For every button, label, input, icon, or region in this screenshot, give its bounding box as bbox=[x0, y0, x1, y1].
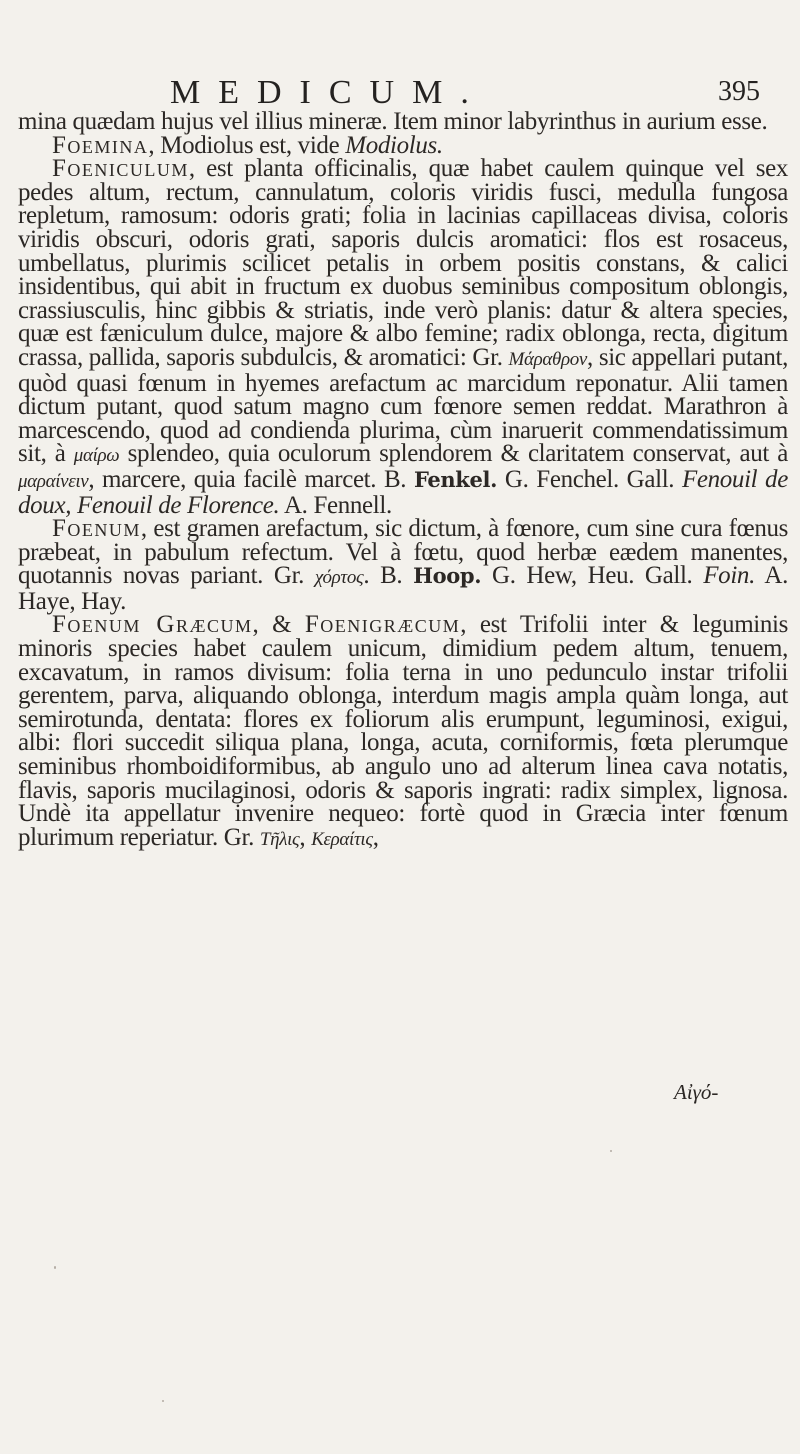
text-run: , est gramen arefactum, sic dictum, à fœnore, cum sine cura fœnus præbeat, in pabulum refectum. Vel à fœtu, quod herbæ eædem manentes, quotannis novas pariant. Gr. bbox=[18, 515, 788, 590]
entry-headword: Foenigræcum bbox=[304, 611, 461, 639]
greek-term: μαραίνειν bbox=[18, 470, 89, 492]
entry-headword: Foemina bbox=[52, 131, 149, 159]
entry-foenum bbox=[18, 517, 788, 613]
text-run: G. Hew, Heu. Gall. bbox=[492, 562, 693, 590]
entry-headword: Foenum Græcum bbox=[52, 611, 253, 639]
text-run: . B. bbox=[363, 562, 403, 590]
text-run: , & bbox=[252, 611, 305, 639]
text-run: , est planta officinalis, quæ habet caulem quinque vel sex pedes altum, rectum, cannulatum, coloris viridis fusci, medulla fungosa repletum, ramosum: odoris grati; folia in lacinias capillaceas divisa, coloris viridis obscuri, odoris grati, saporis dulcis aromatici: flos est rosaceus, umbellatus, plurimis scilicet petalis in orbem positis constans, & calici insidentibus, qui abit in fructum ex duobus seminibus compositum oblongis, crassiusculis, hinc gibbis & striatis, inde verò planis: datur & altera species, quæ est fæniculum dulce, majore & albo femine; radix oblonga, recta, digitum crassa, pallida, saporis subdulcis, & aromatici: Gr. bbox=[18, 155, 788, 371]
blackletter-term: Fenkel. bbox=[413, 466, 498, 492]
cross-reference: Modiolus. bbox=[345, 131, 443, 159]
body-text bbox=[18, 110, 788, 851]
text-run: A. Fennell. bbox=[283, 491, 392, 519]
text-run: A. Haye, Hay. bbox=[18, 562, 788, 615]
french-term: Foin. bbox=[703, 562, 755, 590]
greek-term: Κεραίτις bbox=[311, 828, 373, 850]
entry-headword: Foeniculum bbox=[52, 155, 189, 183]
greek-term: Τῆλις bbox=[259, 828, 300, 850]
french-term: Fenouil de doux, Fenouil de Florence. bbox=[18, 465, 788, 519]
greek-term: μαίρω bbox=[73, 445, 120, 467]
paragraph-continuation bbox=[18, 110, 788, 134]
paper-speck bbox=[54, 1266, 56, 1269]
text-run: , marcere, quia facilè marcet. B. bbox=[88, 465, 407, 493]
page-number: 395 bbox=[718, 76, 760, 107]
greek-term: χόρτος bbox=[314, 567, 364, 589]
entry-foemina bbox=[18, 131, 788, 159]
paper-speck bbox=[610, 1150, 612, 1152]
text-run: , Modiolus est, vide bbox=[148, 131, 346, 159]
catchword: Αἰγό- bbox=[674, 1080, 719, 1104]
paper-speck bbox=[162, 1400, 164, 1402]
greek-term: Μάραθρον bbox=[508, 348, 587, 370]
text-run: , bbox=[372, 823, 379, 851]
text-run: G. Fenchel. Gall. bbox=[504, 465, 675, 493]
entry-foenum-graecum bbox=[18, 613, 788, 851]
entry-headword: Foenum bbox=[52, 515, 141, 543]
paper-specks bbox=[0, 1130, 800, 1450]
text-run: , bbox=[299, 823, 306, 851]
text-run: , sic appellari putant, quòd quasi fœnum in hyemes arefactum ac marcidum reponatur. Alii tamen dictum putant, quod satum magno cum fœnore semen reddat. Marathron à marcescendo, quod ad condienda plurima, cùm inaruerit commendatissimum sit, à bbox=[18, 343, 788, 468]
entry-foeniculum bbox=[18, 157, 788, 517]
running-title: MEDICUM. bbox=[170, 74, 487, 111]
text-run: splendeo, quia oculorum splendorem & claritatem conservat, aut à bbox=[127, 440, 789, 468]
blackletter-term: Hoop. bbox=[413, 563, 482, 589]
text-run: , est Trifolii inter & leguminis minoris species habet caulem unicum, dimidium pedem altum, tenuem, excavatum, in ramos divisum: folia terna in uno pedunculo instar trifolii gerentem, parva, aliquando oblonga, interdum magis ampla quàm longa, aut semirotunda, dentata: flores ex foliorum alis erumpunt, leguminosi, exigui, albi: flori succedit siliqua plana, longa, acuta, corniformis, fœta plerumque seminibus rhomboidiformibus, ab angulo uno ad alterum linea cava notatis, flavis, saporis mucilaginosi, odoris & saporis ingrati: radix simplex, lignosa. Undè ita appellatur invenire nequeo: fortè quod in Græcia inter fœnum plurimum reperiatur. Gr. bbox=[18, 611, 789, 851]
text-run: mina quædam hujus vel illius mineræ. Item minor labyrinthus in aurium esse. bbox=[18, 108, 768, 135]
